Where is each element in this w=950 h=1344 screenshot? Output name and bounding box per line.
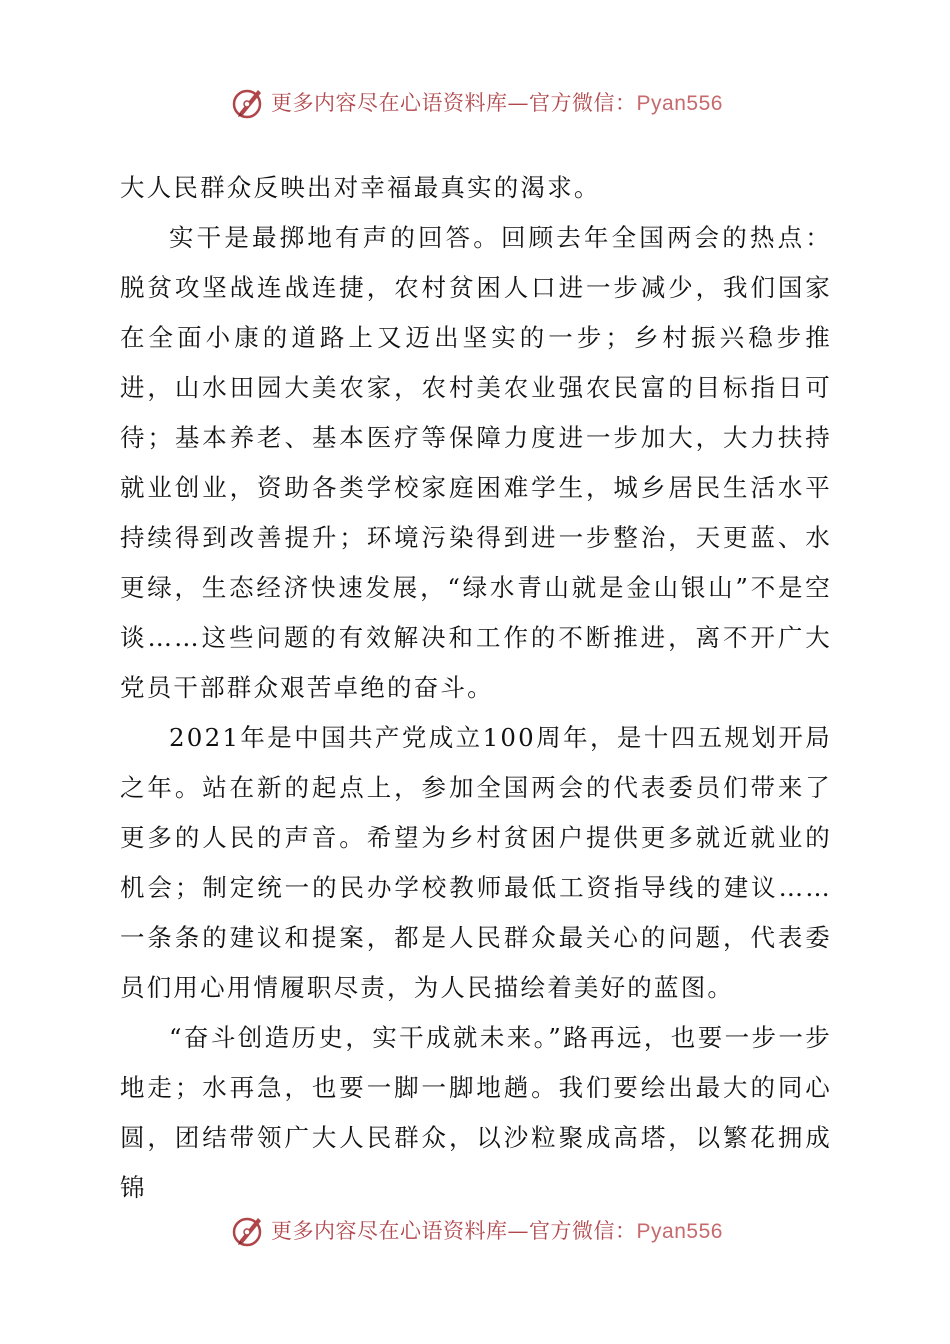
paragraph-continued: 大人民群众反映出对幸福最真实的渴求。 bbox=[120, 173, 601, 202]
footer-banner bbox=[0, 1208, 950, 1252]
paragraph: 2021年是中国共产党成立100周年，是十四五规划开局之年。站在新的起点上，参加全国两会的代表委员们带来了更多的人民的声音。希望为乡村贫困户提供更多就近就业的机会；制定统一的民办学校教师最低工资指导线的建议……一条条的建议和提案，都是人民群众最关心的问题，代表委员们用心用情履职尽责，为人民描绘着美好的蓝图。 bbox=[120, 723, 832, 1002]
pen-circle-icon bbox=[227, 1210, 267, 1250]
document-body bbox=[120, 163, 832, 1213]
header-banner bbox=[0, 80, 950, 124]
paragraph: “奋斗创造历史，实干成就未来。”路再远，也要一步一步地走；水再急，也要一脚一脚地趟。我们要绘出最大的同心圆，团结带领广大人民群众，以沙粒聚成高塔，以繁花拥成锦 bbox=[120, 1023, 832, 1202]
footer-wechat-id: Pyan556 bbox=[636, 1220, 723, 1243]
header-text: 更多内容尽在心语资料库—官方微信：Pyan556 bbox=[271, 91, 723, 115]
paragraph: 实干是最掷地有声的回答。回顾去年全国两会的热点：脱贫攻坚战连战连捷，农村贫困人口进一步减少，我们国家在全面小康的道路上又迈出坚实的一步；乡村振兴稳步推进，山水田园大美农家，农村美农业强农民富的目标指日可待；基本养老、基本医疗等保障力度进一步加大，大力扶持就业创业，资助各类学校家庭困难学生，城乡居民生活水平持续得到改善提升；环境污染得到进一步整治，天更蓝、水更绿，生态经济快速发展，“绿水青山就是金山银山”不是空谈……这些问题的有效解决和工作的不断推进，离不开广大党员干部群众艰苦卓绝的奋斗。 bbox=[120, 223, 832, 702]
pen-circle-icon bbox=[227, 82, 267, 122]
footer-text: 更多内容尽在心语资料库—官方微信：Pyan556 bbox=[271, 1219, 723, 1243]
header-wechat-id: Pyan556 bbox=[636, 92, 723, 115]
